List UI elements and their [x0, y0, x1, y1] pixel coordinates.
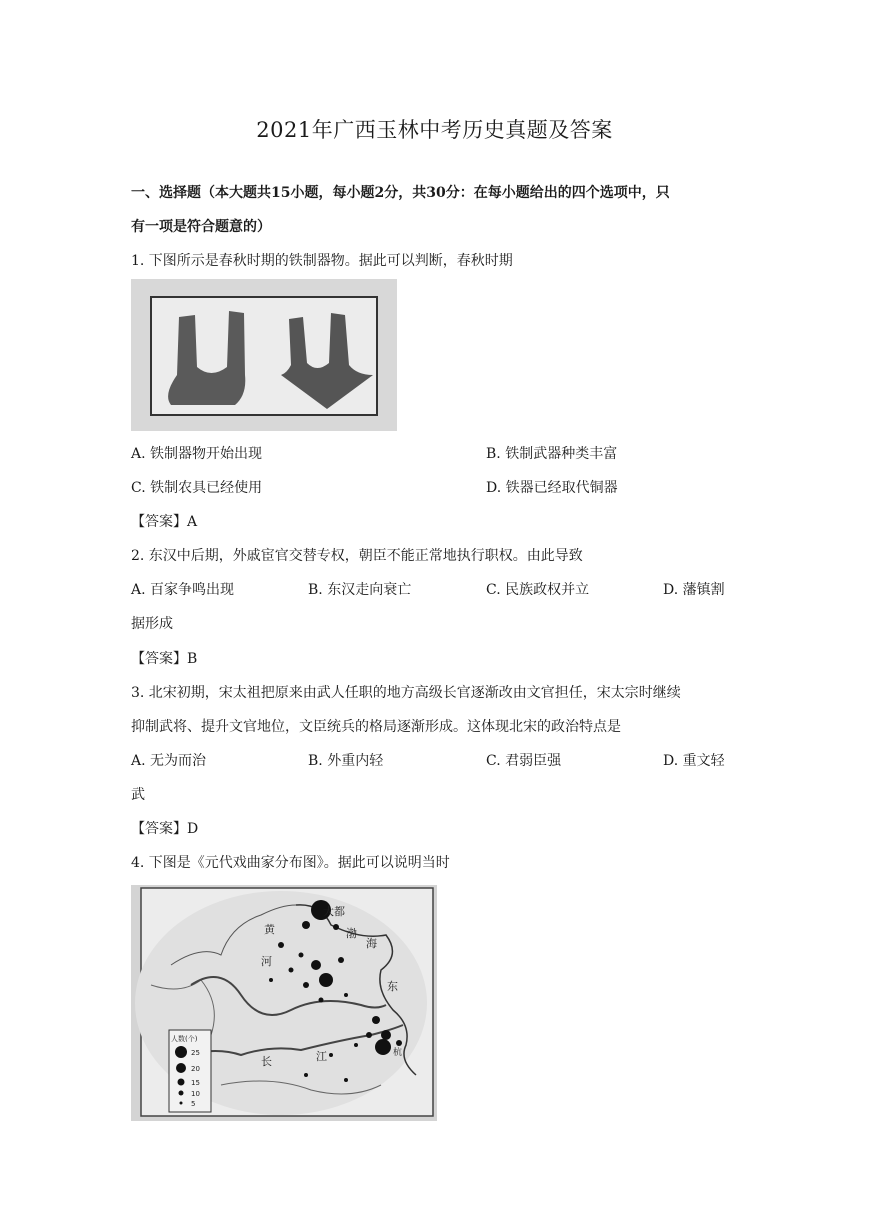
question-4-stem: 4. 下图是《元代戏曲家分布图》。据此可以说明当时	[131, 855, 450, 871]
section-heading-line1: 一、选择题（本大题共15小题，每小题2分，共30分：在每小题给出的四个选项中，只	[131, 185, 670, 201]
question-3-stem: 3. 北宋初期，宋太祖把原来由武人任职的地方高级长官逐渐改由文官担任，宋太宗时继续	[131, 685, 681, 701]
page-title: 2021年广西玉林中考历史真题及答案	[256, 118, 613, 142]
hangzhou-dot	[375, 1039, 391, 1055]
legend-title: 人数(个)	[171, 1035, 198, 1043]
legend-value-25: 25	[191, 1049, 200, 1057]
q2-option-b: B. 东汉走向衰亡	[308, 582, 412, 598]
question-3-stem-line2: 抑制武将、提升文官地位，文臣统兵的格局逐渐形成。这体现北宋的政治特点是	[131, 719, 621, 735]
map-label-chang: 长	[261, 1055, 272, 1068]
q3-option-c: C. 君弱臣强	[486, 753, 562, 769]
q2-option-d-continued: 据形成	[131, 616, 173, 632]
question-2-stem: 2. 东汉中后期，外戚宦官交替专权，朝臣不能正常地执行职权。由此导致	[131, 548, 583, 564]
q1-option-c: C. 铁制农具已经使用	[131, 480, 263, 496]
map-label-jiang: 江	[316, 1050, 327, 1063]
legend-value-15: 15	[191, 1079, 200, 1087]
q3-option-a: A. 无为而治	[131, 753, 207, 769]
map-label-dadu: 大都	[323, 905, 345, 918]
q3-option-b: B. 外重内轻	[308, 753, 384, 769]
map-label-he: 河	[261, 955, 272, 968]
q3-answer: 【答案】D	[131, 821, 199, 837]
map-label-huang: 黄	[264, 923, 275, 936]
q2-option-a: A. 百家争鸣出现	[131, 582, 235, 598]
q1-option-a: A. 铁制器物开始出现	[131, 446, 263, 462]
q2-option-d: D. 藩镇割	[663, 582, 725, 598]
q1-answer: 【答案】A	[131, 514, 198, 530]
map-label-hang: 杭	[393, 1048, 403, 1058]
question-1-stem: 1. 下图所示是春秋时期的铁制器物。据此可以判断，春秋时期	[131, 253, 513, 269]
q3-option-d-continued: 武	[131, 787, 145, 803]
q2-option-c: C. 民族政权并立	[486, 582, 590, 598]
legend-value-10: 10	[191, 1090, 200, 1098]
legend-value-5: 5	[191, 1100, 196, 1108]
iron-tools-figure	[131, 279, 397, 431]
map-label-dong: 东	[387, 980, 398, 993]
q1-option-b: B. 铁制武器种类丰富	[486, 446, 618, 462]
section-heading-line2: 有一项是符合题意的）	[131, 219, 271, 235]
map-label-bo: 渤	[346, 927, 357, 940]
yuan-dramatists-map	[131, 885, 437, 1121]
legend-value-20: 20	[191, 1065, 200, 1073]
q1-option-d: D. 铁器已经取代铜器	[486, 480, 618, 496]
map-label-hai1: 海	[366, 937, 377, 950]
q2-answer: 【答案】B	[131, 651, 198, 667]
q3-option-d: D. 重文轻	[663, 753, 725, 769]
